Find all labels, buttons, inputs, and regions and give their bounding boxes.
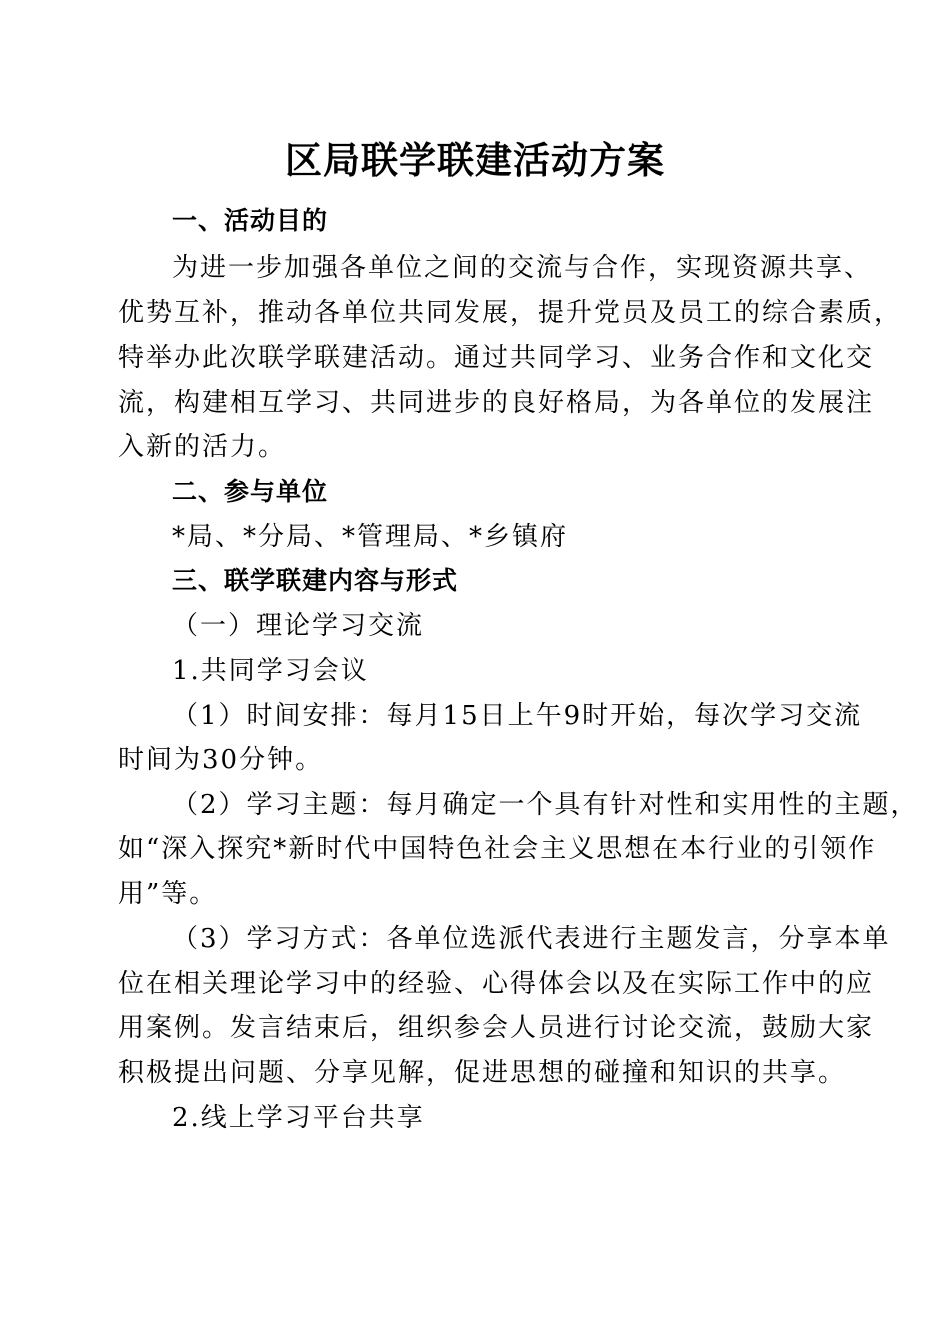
document-title: 区局联学联建活动方案: [285, 138, 665, 182]
paragraph-line: （3）学习方式：各单位选派代表进行主题发言，分享本单: [172, 924, 891, 954]
section-heading-content: 三、联学联建内容与形式: [172, 566, 459, 595]
paragraph-line: 如“深入探究*新时代中国特色社会主义思想在本行业的引领作: [118, 834, 877, 864]
item-heading: 2.线上学习平台共享: [172, 1103, 425, 1133]
paragraph-line: 用”等。: [118, 879, 218, 909]
paragraph-line: 为进一步加强各单位之间的交流与合作，实现资源共享、: [172, 253, 873, 283]
participant-list: *局、*分局、*管理局、*乡镇府: [172, 522, 569, 552]
item-heading: 1.共同学习会议: [172, 656, 369, 686]
paragraph-line: 用案例。发言结束后，组织参会人员进行讨论交流，鼓励大家: [118, 1013, 875, 1043]
paragraph-line: 积极提出问题、分享见解，促进思想的碰撞和知识的共享。: [118, 1058, 847, 1088]
paragraph-line: 优势互补，推动各单位共同发展，提升党员及员工的综合素质，: [118, 298, 903, 328]
paragraph-line: 流，构建相互学习、共同进步的良好格局，为各单位的发展注: [118, 388, 875, 418]
section-heading-participants: 二、参与单位: [172, 477, 329, 506]
paragraph-line: （2）学习主题：每月确定一个具有针对性和实用性的主题，: [172, 790, 919, 820]
paragraph-line: 位在相关理论学习中的经验、心得体会以及在实际工作中的应: [118, 969, 875, 999]
paragraph-line: 特举办此次联学联建活动。通过共同学习、业务合作和文化交: [118, 343, 875, 373]
paragraph-line: （1）时间安排：每月15日上午9时开始，每次学习交流: [172, 701, 863, 731]
section-heading-purpose: 一、活动目的: [172, 206, 329, 235]
paragraph-line: 入新的活力。: [118, 432, 287, 462]
paragraph-line: 时间为30分钟。: [118, 745, 324, 775]
subsection-heading: （一）理论学习交流: [172, 611, 425, 641]
